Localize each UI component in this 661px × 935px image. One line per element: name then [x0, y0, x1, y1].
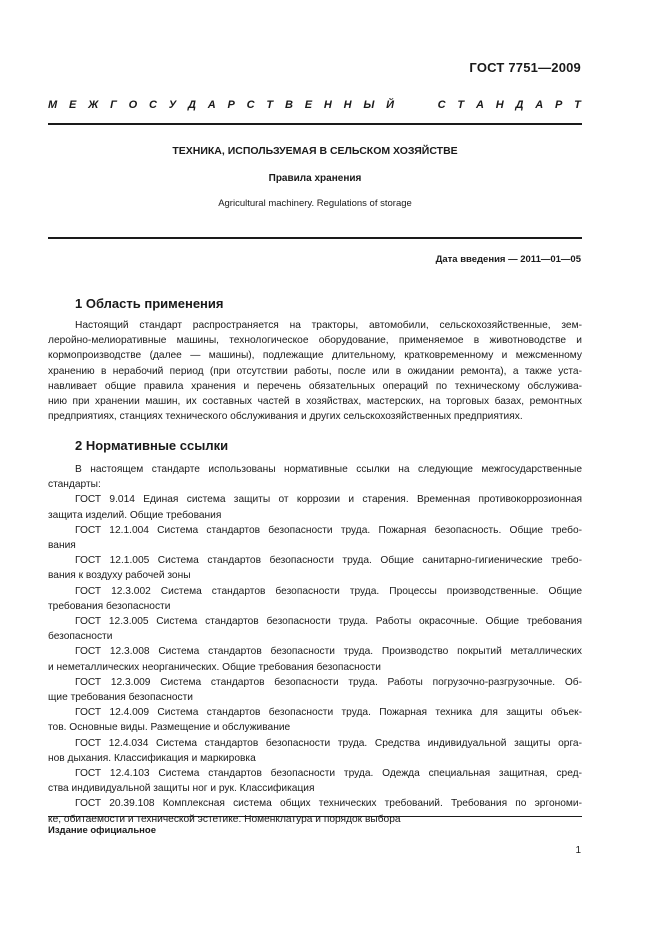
reference-item	[48, 614, 582, 644]
text-line: ства индивидуальной защиты ног и рук. Классификация	[48, 783, 315, 795]
banner-letter: А	[475, 99, 484, 111]
reference-item	[48, 523, 582, 553]
text-line: ГОСТ 20.39.108 Комплексная система общих технических требований. Требования по эргономи-	[75, 798, 582, 810]
text-line: щие требования безопасности	[48, 692, 193, 704]
text-line: ГОСТ 12.4.103 Система стандартов безопасности труда. Одежда специальная защитная, сред-	[75, 768, 582, 780]
page-number: 1	[575, 845, 581, 856]
banner-word-gap	[406, 99, 426, 111]
document-number: ГОСТ 7751—2009	[469, 60, 581, 75]
text-line: предприятиях, станциях технического обслуживания и других сельскохозяйственных предприятиях.	[48, 411, 523, 423]
section-2-heading: 2 Нормативные ссылки	[75, 438, 229, 453]
text-line: ГОСТ 12.3.008 Система стандартов безопасности труда. Производство покрытий металлических	[75, 646, 582, 658]
text-line: ГОСТ 12.1.004 Система стандартов безопасности труда. Пожарная безопасность. Общие требо-	[75, 524, 582, 536]
banner-letter: С	[437, 99, 446, 111]
banner-letter: Н	[495, 99, 504, 111]
text-line: ГОСТ 12.3.009 Система стандартов безопасности труда. Работы погрузочно-разгрузочные. Об-	[75, 676, 582, 688]
section-1-text	[48, 318, 582, 424]
banner-letter: Ж	[88, 99, 99, 111]
banner-letter: Е	[304, 99, 313, 111]
banner-letter: Т	[457, 99, 465, 111]
banner-letter: Д	[515, 99, 524, 111]
text-line: нию при хранении машин, их составных частей в хозяйствах, мастерских, на торговых базах, ремонтных	[48, 396, 582, 408]
banner-letter: Н	[323, 99, 332, 111]
standard-type-banner	[48, 99, 581, 111]
banner-letter: Т	[266, 99, 274, 111]
edition-label: Издание официальное	[48, 825, 156, 836]
reference-item	[48, 766, 582, 796]
banner-letter: Р	[227, 99, 235, 111]
text-line: леройно-мелиоративные машины, технологическое оборудование, применяемое в животноводстве и	[48, 335, 582, 347]
banner-letter: О	[128, 99, 138, 111]
text-line: безопасности	[48, 631, 113, 643]
reference-item	[48, 675, 582, 705]
banner-letter: А	[535, 99, 544, 111]
text-line: Настоящий стандарт распространяется на тракторы, автомобили, сельскохозяйственные, зем-	[75, 320, 582, 331]
text-line: В настоящем стандарте использованы нормативные ссылки на следующие межгосударственные	[75, 464, 582, 475]
text-line: ГОСТ 12.4.009 Система стандартов безопасности труда. Пожарная техника для защиты объек-	[75, 707, 582, 719]
banner-letter: М	[48, 99, 58, 111]
reference-item	[48, 584, 582, 614]
text-line: ГОСТ 12.3.002 Система стандартов безопасности труда. Процессы производственные. Общие	[75, 585, 582, 597]
text-line: вания к воздуху рабочей зоны	[48, 570, 191, 582]
reference-item	[48, 705, 582, 735]
reference-item	[48, 796, 582, 826]
text-line: защита изделий. Общие требования	[48, 509, 222, 521]
document-subtitle: Правила хранения	[268, 173, 362, 184]
footer-divider	[48, 816, 582, 817]
section-1-heading: 1 Область применения	[75, 296, 224, 311]
reference-item	[48, 553, 582, 583]
text-line: нов дыхания. Классификация и маркировка	[48, 752, 256, 764]
banner-letter: А	[207, 99, 216, 111]
text-line: ГОСТ 9.014 Единая система защиты от коррозии и старения. Временная противокоррозионная	[75, 494, 582, 506]
text-line: кормопроизводстве (далее — машины), подлежащие длительному, кратковременному и межсменному	[48, 350, 582, 362]
banner-letter: С	[246, 99, 255, 111]
text-line: стандарты:	[48, 479, 101, 491]
text-line: ГОСТ 12.1.005 Система стандартов безопасности труда. Общие санитарно-гигиенические требо-	[75, 555, 582, 567]
banner-letter: Р	[554, 99, 563, 111]
banner-letter: В	[284, 99, 293, 111]
banner-letter: Ы	[363, 99, 375, 111]
text-line: ГОСТ 12.3.005 Система стандартов безопасности труда. Работы окрасочные. Общие требования	[75, 616, 582, 628]
document-title-english: Agricultural machinery. Regulations of storage	[218, 198, 412, 209]
effective-date: Дата введения — 2011—01—05	[435, 254, 581, 265]
section-2-text	[48, 462, 582, 827]
text-line: вания	[48, 540, 76, 552]
document-title: ТЕХНИКА, ИСПОЛЬЗУЕМАЯ В СЕЛЬСКОМ ХОЗЯЙСТВЕ	[172, 145, 458, 157]
text-line: навливает общие правила хранения и перечень обязательных операций по техническому обслужива-	[48, 380, 582, 392]
text-line: требования безопасности	[48, 600, 171, 612]
reference-item	[48, 644, 582, 674]
banner-letter: Н	[343, 99, 352, 111]
banner-letter: У	[168, 99, 177, 111]
title-divider	[48, 237, 582, 239]
banner-letter: Й	[386, 99, 395, 111]
text-line: ГОСТ 12.4.034 Система стандартов безопасности труда. Средства индивидуальной защиты орга-	[75, 737, 582, 749]
reference-item	[48, 492, 582, 522]
banner-letter: Т	[574, 99, 581, 111]
banner-letter: С	[149, 99, 157, 111]
text-line: хранению в нерабочий период (при отсутствии работы, после или в ожидании ремонта), а также уста-	[48, 365, 582, 377]
text-line: тов. Основные виды. Размещение и обслуживание	[48, 722, 291, 734]
banner-letter: Е	[68, 99, 77, 111]
header-divider	[48, 123, 582, 125]
normative-references-list	[48, 492, 582, 826]
reference-item	[48, 736, 582, 766]
banner-letter: Д	[188, 99, 196, 111]
text-line: и неметаллических неорганических. Общие требования безопасности	[48, 661, 381, 673]
banner-letter: Г	[110, 99, 117, 111]
text-line: ке, обитаемости и технической эстетике. Номенклатура и порядок выбора	[48, 813, 401, 825]
